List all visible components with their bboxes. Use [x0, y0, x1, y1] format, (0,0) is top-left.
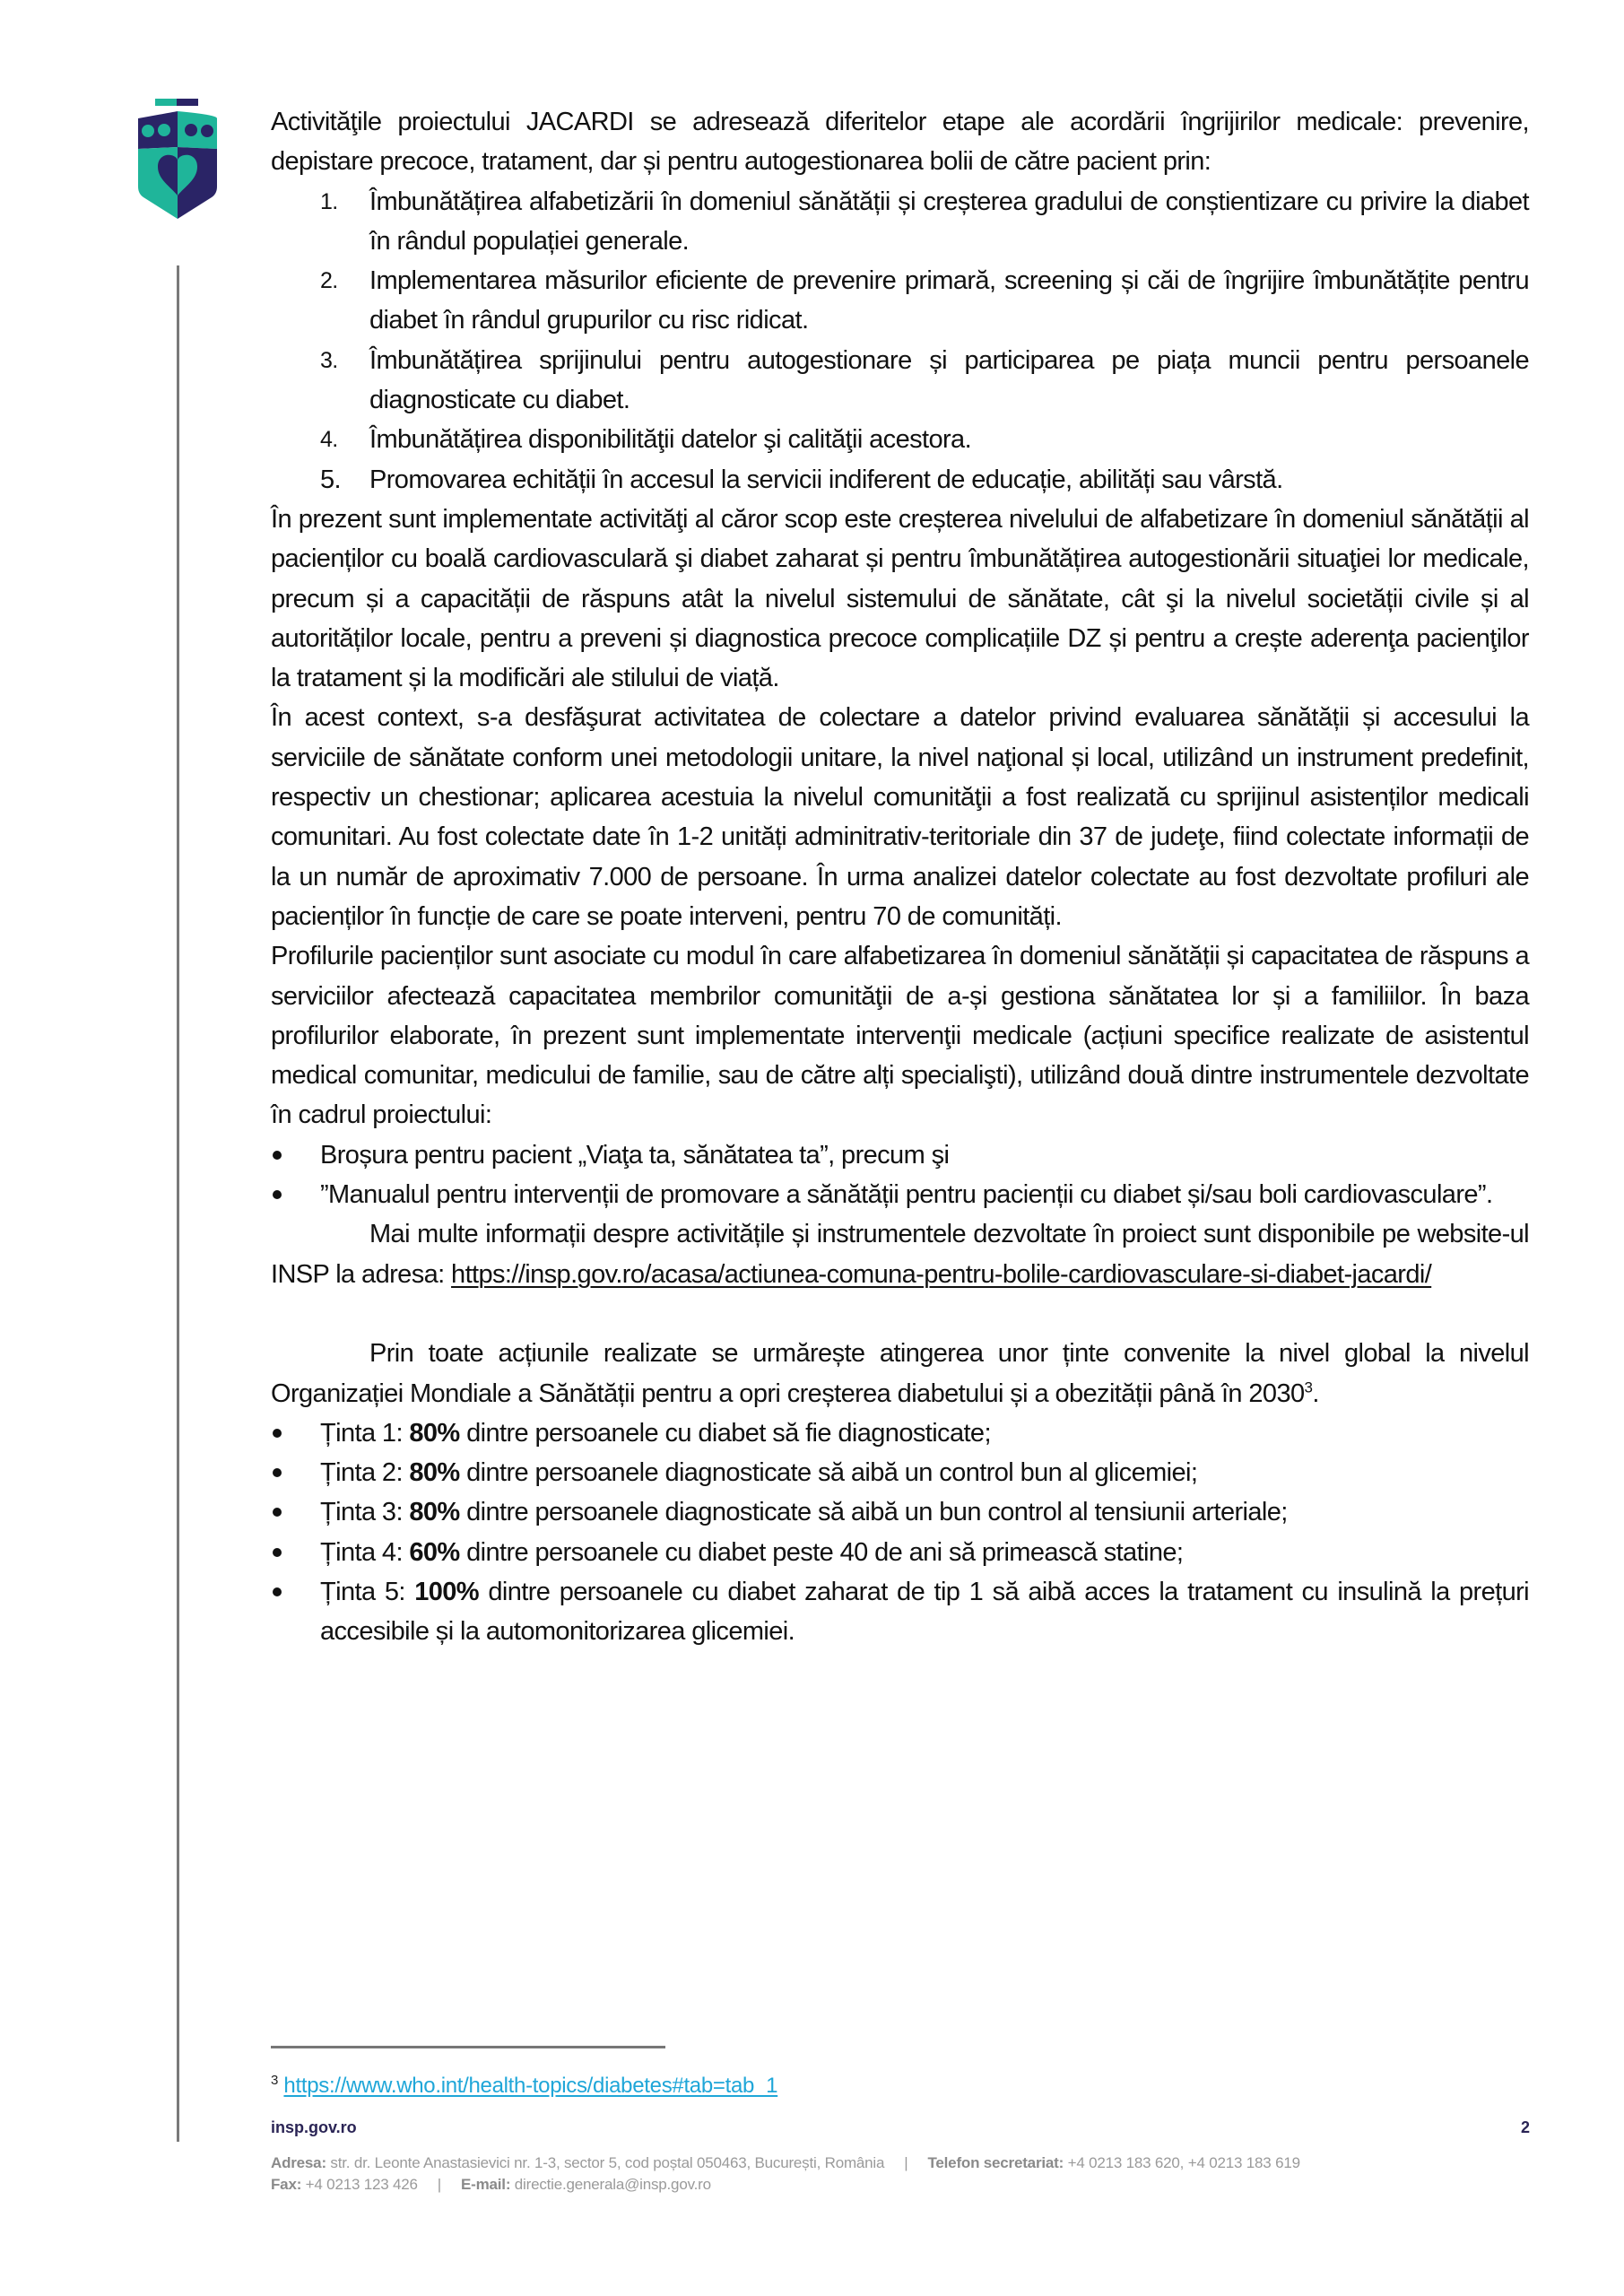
current-activities-paragraph: În prezent sunt implementate activităţi al căror scop este creșterea nivelului de alfabetizare în domeniul sănătății al pacienților cu boală cardiovasculară şi diabet zaharat și pentru îmbunătățirea autogestionării situaţiei lor medicale, precum și a capacității de răspuns atât la nivelul sistemului de sănătate, cât şi la nivelul societății civile și al autorităților locale, pentru a preveni și diagnostica precoce complicațiile DZ și pentru a crește aderenţa pacienţilor la tratament și la modificări ale stilului de viață. — [271, 504, 1529, 693]
objective-item: 3. Îmbunătățirea sprijinului pentru autogestionare și participarea pe piața muncii pentru persoanele diagnosticate cu diabet. — [320, 345, 1529, 415]
tool-item: Broșura pentru pacient „Viaţa ta, sănătatea ta”, precum şi — [271, 1135, 1529, 1175]
targets-intro-paragraph: Prin toate acțiunile realizate se urmărește atingerea unor ținte convenite la nivel global la nivelul Organizației Mondiale a Sănătății pentru a opri creșterea diabetului și a obezității până în 2030$^3$. — [271, 1339, 1529, 1408]
tool-item: ”Manualul pentru intervenții de promovare a sănătății pentru pacienții cu diabet și/sau boli cardiovasculare”. — [271, 1175, 1529, 1214]
bullet-icon — [273, 1468, 282, 1477]
left-margin-rule — [177, 265, 179, 2142]
phone: +4 0213 183 620, +4 0213 183 619 — [1064, 2154, 1300, 2171]
footnote-ref[interactable]: 3 — [1304, 1378, 1313, 1396]
bullet-icon — [273, 1587, 282, 1596]
fax: +4 0213 123 426 — [301, 2176, 418, 2193]
spacer — [271, 1294, 1529, 1334]
footer-line-1: Adresa: str. dr. Leonte Anastasievici nr. 1-3, sector 5, cod poștal 050463, București, România | Telefon secretariat: +4 0213 183 620, +4 0213 183 619 — [271, 2154, 1300, 2171]
tools-list — [271, 1135, 1529, 1215]
objectives-list — [271, 182, 1529, 500]
target-item: Ținta 5: 100% dintre persoanele cu diabet zaharat de tip 1 să aibă acces la tratament cu insulină la prețuri accesibile și la automonitorizarea glicemiei. — [271, 1572, 1529, 1652]
footer-line-2: Fax: +4 0213 123 426 | E-mail: directie.generala@insp.gov.ro — [271, 2176, 711, 2193]
shield-heart-icon — [135, 97, 221, 222]
address: str. dr. Leonte Anastasievici nr. 1-3, sector 5, cod poștal 050463, București, România — [326, 2154, 885, 2171]
target-item: Ținta 3: 80% dintre persoanele diagnosticate să aibă un bun control al tensiunii arteriale; — [271, 1492, 1529, 1532]
bullet-icon — [273, 1190, 282, 1199]
objective-item: 4. Îmbunătățirea disponibilităţii datelor şi calităţii acestora. — [320, 425, 972, 455]
patient-profiles-paragraph: Profilurile pacienților sunt asociate cu modul în care alfabetizarea în domeniul sănătății și capacitatea de răspuns a serviciilor afectează capacitatea membrilor comunităţii de a-și gestiona sănătatea lor și a familiilor. În baza profilurilor elaborate, în prezent sunt implementate intervenţii medicale (acțiuni specifice realizate de asistentul medical comunitar, medicului de familie, sau de către alți specialişti), utilizând două dintre instrumentele dezvoltate în cadrul proiectului: — [271, 942, 1529, 1130]
footer-contact — [271, 2152, 1300, 2196]
footer-site: insp.gov.ro — [271, 2118, 357, 2136]
footnote-separator — [271, 2046, 665, 2048]
target-item: Ținta 2: 80% dintre persoanele diagnosticate să aibă un control bun al glicemiei; — [271, 1453, 1529, 1492]
who-diabetes-link[interactable]: https://www.who.int/health-topics/diabetes#tab=tab_1 — [283, 2074, 778, 2098]
bullet-icon — [273, 1508, 282, 1517]
footnote-number: 3 — [271, 2073, 279, 2088]
footnote — [271, 2074, 777, 2099]
insp-logo — [135, 97, 221, 222]
email: directie.generala@insp.gov.ro — [510, 2176, 711, 2193]
bullet-icon — [273, 1151, 282, 1160]
jacardi-project-link[interactable]: https://insp.gov.ro/acasa/actiunea-comuna-pentru-bolile-cardiovasculare-si-diabet-jacardi/ — [451, 1259, 1432, 1289]
objective-item: 5. Promovarea echității în accesul la servicii indiferent de educație, abilități sau vârstă. — [320, 465, 1283, 494]
objective-item: 1. Îmbunătățirea alfabetizării în domeniul sănătății și creșterea gradului de conștientizare cu privire la diabet în rândul populației generale. — [320, 187, 1529, 256]
intro-paragraph: Activităţile proiectului JACARDI se adresează diferitelor etape ale acordării îngrijirilor medicale: prevenire, depistare precoce, tratament, dar și pentru autogestionarea bolii de către pacient prin: — [271, 108, 1529, 177]
who-targets-list — [271, 1413, 1529, 1652]
page-number: 2 — [1521, 2118, 1531, 2136]
document-body — [271, 102, 1529, 1652]
objective-item: 2. Implementarea măsurilor eficiente de prevenire primară, screening și căi de îngrijire îmbunătățite pentru diabet în rândul grupurilor cu risc ridicat. — [320, 266, 1529, 335]
target-item: Ținta 4: 60% dintre persoanele cu diabet peste 40 de ani să primească statine; — [271, 1533, 1529, 1572]
bullet-icon — [273, 1429, 282, 1438]
bullet-icon — [273, 1548, 282, 1557]
target-item: Ținta 1: 80% dintre persoanele cu diabet să fie diagnosticate; — [271, 1413, 1529, 1453]
more-info-paragraph: Mai multe informații despre activitățile și instrumentele dezvoltate în proiect sunt disponibile pe website-ul INSP la adresa: https://insp.gov.ro/acasa/actiunea-comuna-pentru-bolile-cardiovasculare-si-diabet-jacardi/ — [271, 1220, 1529, 1289]
data-collection-paragraph: În acest context, s-a desfăşurat activitatea de colectare a datelor privind evaluarea sănătății și accesului la serviciile de sănătate conform unei metodologii unitare, la nivel naţional și local, utilizând un instrument predefinit, respectiv un chestionar; aplicarea acestuia la nivelul comunităţii a fost realizată cu sprijinul asistenților medicali comunitari. Au fost colectate date în 1-2 unități adminitrativ-teritoriale din 37 de judeţe, fiind colectate informații de la un număr de aproximativ 7.000 de persoane. În urma analizei datelor colectate au fost dezvoltate profiluri ale pacienților în funcție de care se poate interveni, pentru 70 de comunități. — [271, 703, 1529, 931]
